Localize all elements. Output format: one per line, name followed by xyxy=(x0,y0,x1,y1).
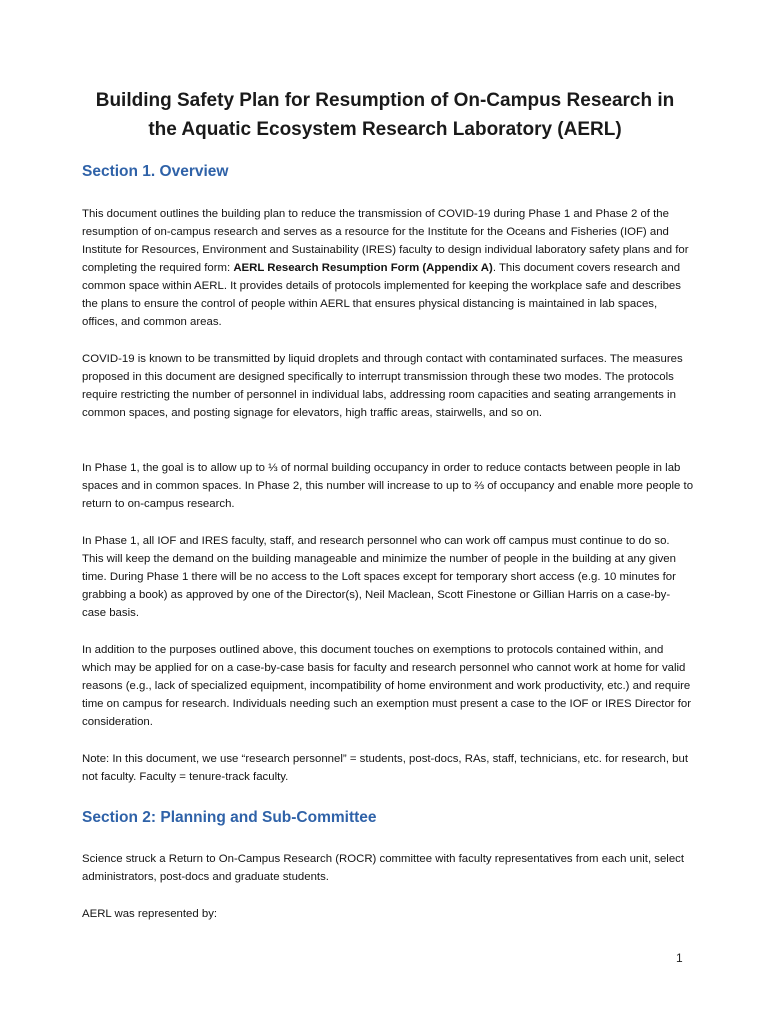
overview-paragraph-3: In Phase 1, the goal is to allow up to ⅓ of normal building occupancy in order to reduce contacts between people in lab spaces and in common spaces. In Phase 2, this number will increase to up to ⅔ of occupancy and enable more people to return to on-campus research. xyxy=(82,462,694,510)
form-reference: AERL Research Resumption Form (Appendix A) xyxy=(233,262,493,274)
overview-paragraph-5: In addition to the purposes outlined above, this document touches on exemptions to protocols contained within, and which may be applied for on a case-by-case basis for faculty and research personnel who cannot work at home for valid reasons (e.g., lack of specialized equipment, incompatibility of home environment and work productivity, etc.) and require time on campus for research. Individuals needing such an exemption must present a case to the IOF or IRES Director for consideration. xyxy=(82,644,692,728)
overview-paragraph-2: COVID-19 is known to be transmitted by liquid droplets and through contact with contaminated surfaces. The measures proposed in this document are designed specifically to interrupt transmission through these two modes. The protocols require restricting the number of personnel in individual labs, addressing room capacities and seating arrangements in common spaces, and posting signage for elevators, high traffic areas, stairwells, and so on. xyxy=(82,353,683,419)
overview-paragraph-4: In Phase 1, all IOF and IRES faculty, staff, and research personnel who can work off campus must continue to do so. This will keep the demand on the building manageable and minimize the number of people in the building at any given time. During Phase 1 there will be no access to the Loft spaces except for temporary short access (e.g. 10 minutes for grabbing a book) as approved by one of the Director(s), Neil Maclean, Scott Finestone or Gillian Harris on a case-by-case basis. xyxy=(82,535,676,619)
overview-p1-text-a: This document outlines the building plan to reduce the transmission of COVID-19 during Phase 1 and Phase 2 of the resumption of on-campus research and serves as a resource for the Institute for the Oceans and Fisheries (IOF) and Institute for Resources, Environment and Sustainability (IRES) faculty to design individual laboratory safety plans and for completing the required form: xyxy=(82,208,689,274)
title-line-2: the Aquatic Ecosystem Research Laboratory (AERL) xyxy=(148,119,622,140)
planning-paragraph-2: AERL was represented by: xyxy=(82,908,218,920)
document-title xyxy=(40,86,730,144)
overview-p1-text-b: . This document covers research and common space within AERL. It provides details of protocols implemented for keeping the workplace safe and describes the plans to ensure the control of people within AERL that ensures physical distancing is maintained in lab spaces, offices, and common areas. xyxy=(82,262,681,328)
overview-note: Note: In this document, we use “research personnel” = students, post-docs, RAs, staff, technicians, etc. for research, but not faculty. Faculty = tenure-track faculty. xyxy=(82,753,689,783)
title-line-1: Building Safety Plan for Resumption of On-Campus Research in xyxy=(95,90,675,111)
planning-paragraph-1: Science struck a Return to On-Campus Research (ROCR) committee with faculty representatives from each unit, select administrators, post-docs and graduate students. xyxy=(82,853,685,883)
overview-paragraph-1 xyxy=(82,205,694,331)
page-number: 1 xyxy=(676,951,683,965)
section-2-heading: Section 2: Planning and Sub-Committee xyxy=(82,809,377,826)
section-1-heading: Section 1. Overview xyxy=(82,163,229,180)
